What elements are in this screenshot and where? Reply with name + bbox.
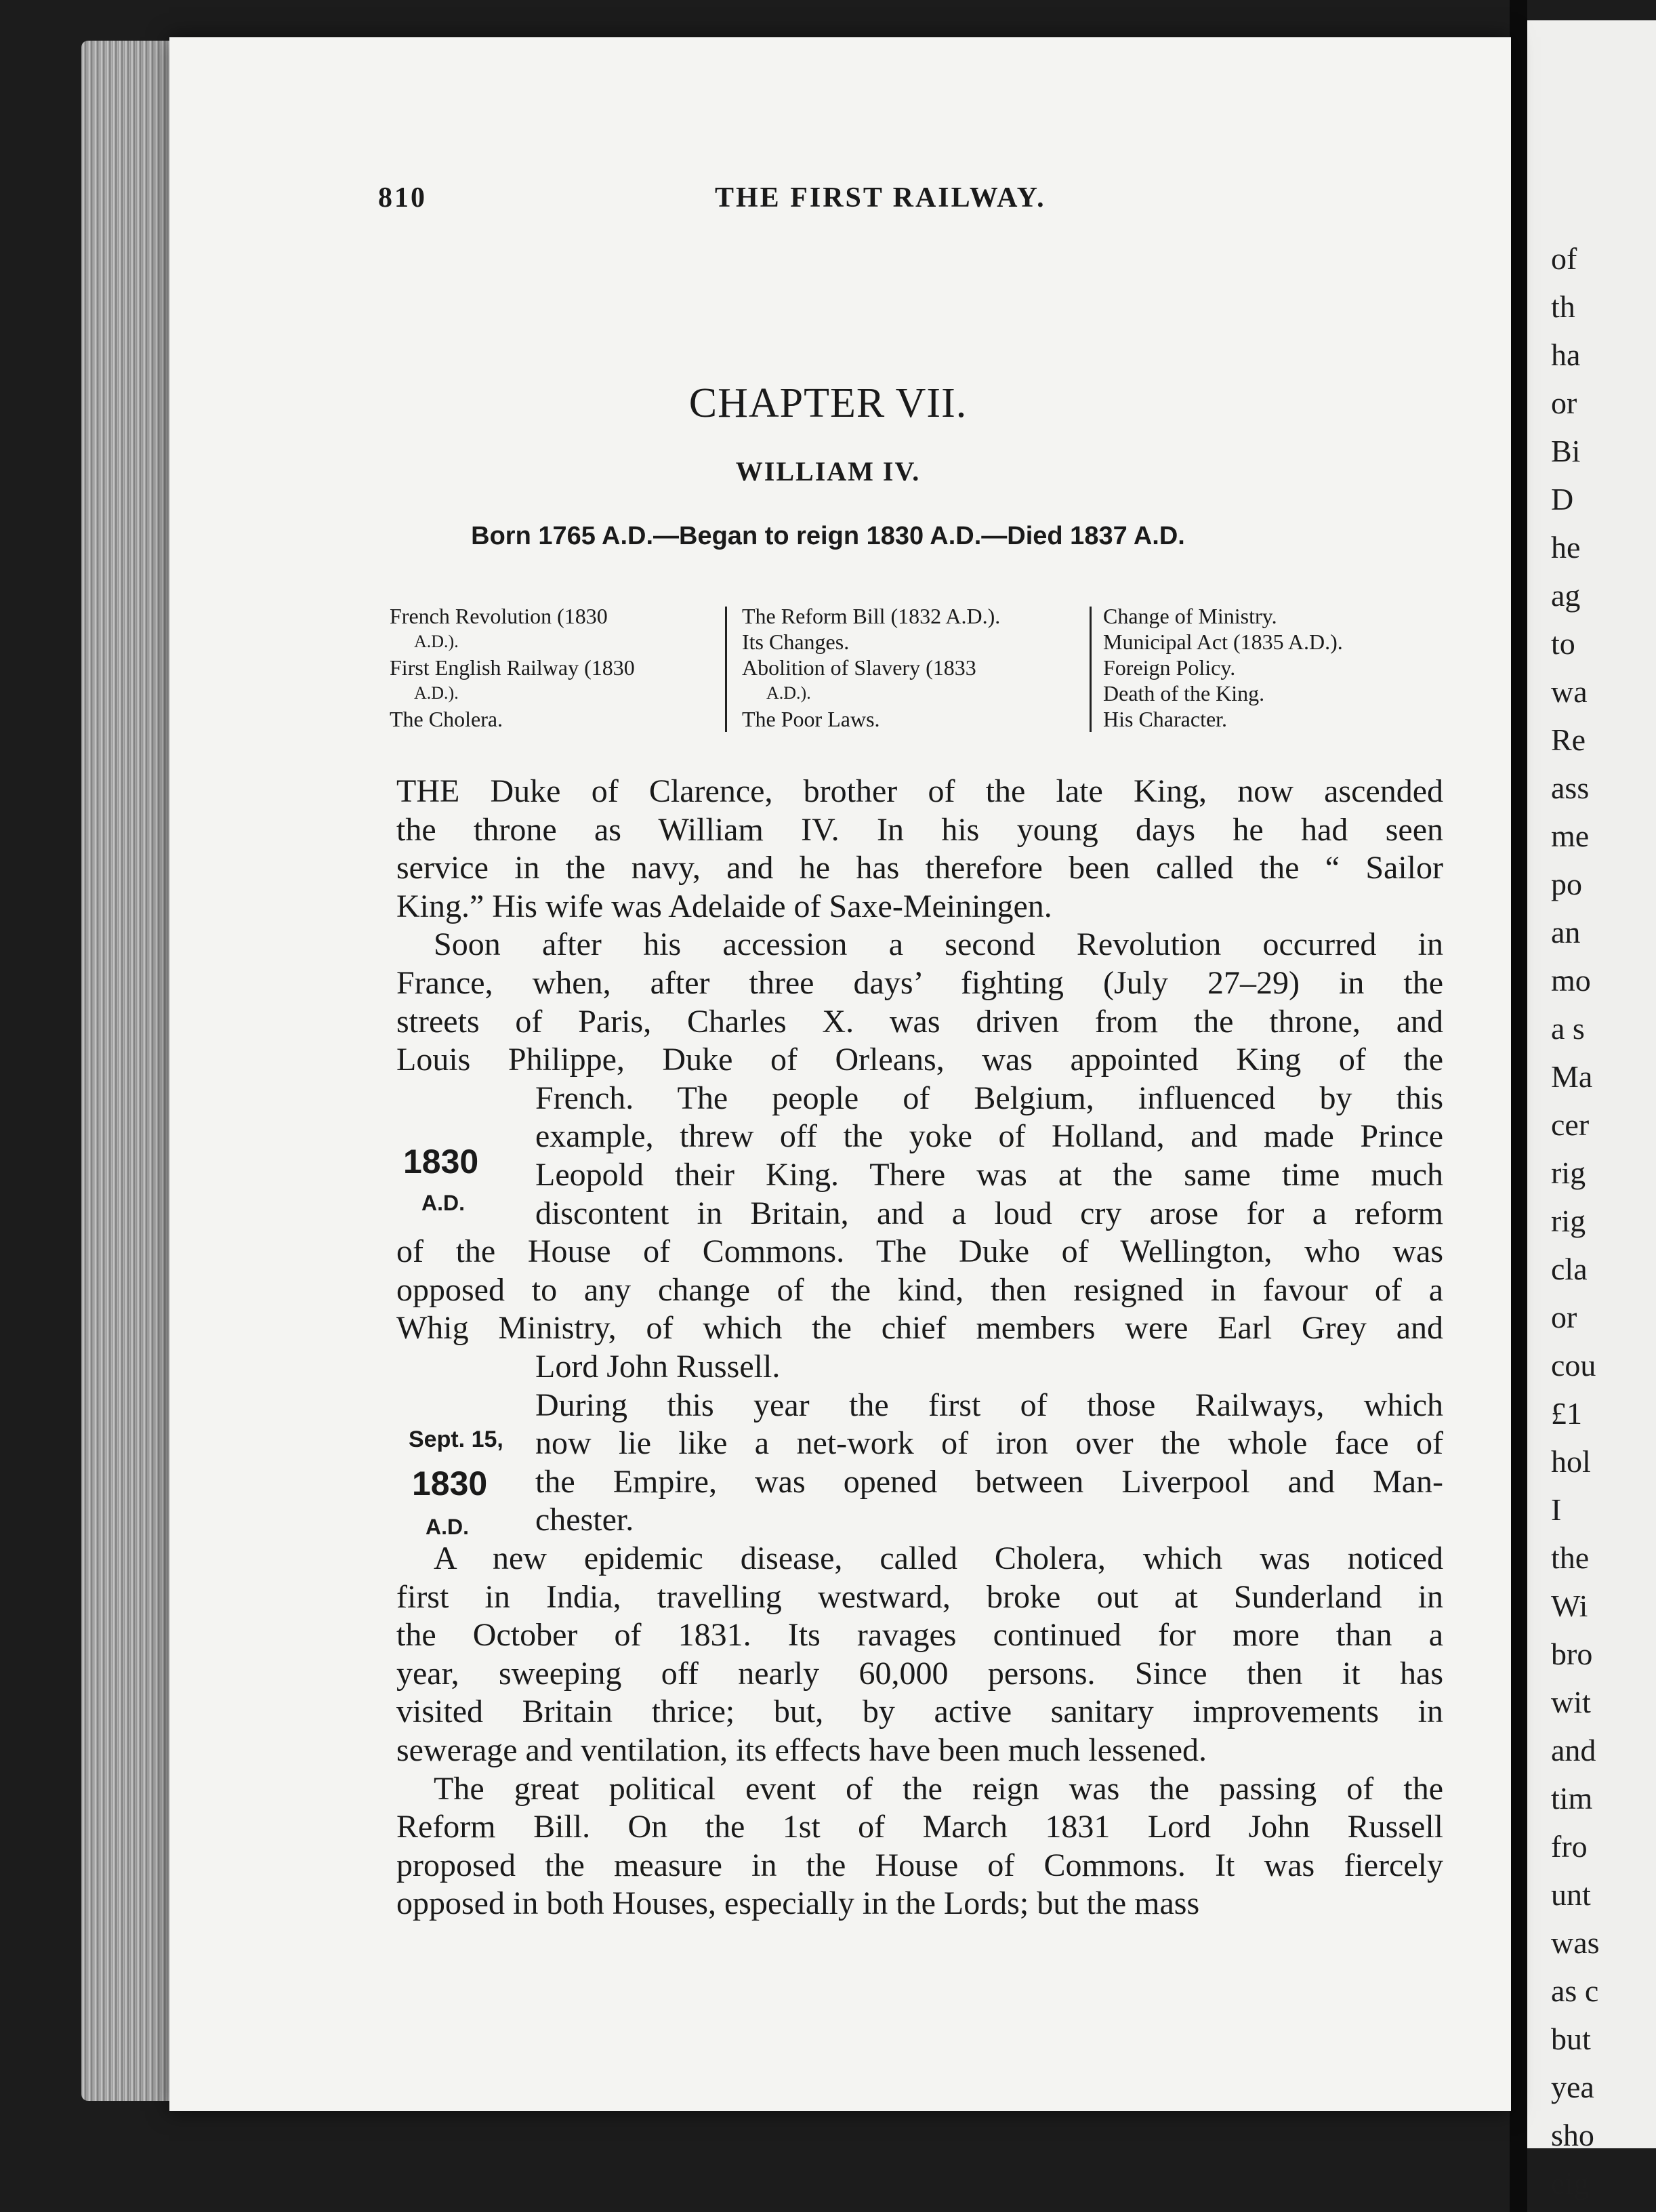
body-line: France, when, after three days’ fighting (July 27–29) in the — [396, 965, 1443, 1001]
facing-page-text: Wi — [1551, 1589, 1588, 1623]
body-line: the October of 1831. Its ravages continued for more than a — [396, 1617, 1443, 1654]
body-line: first in India, travelling westward, broke out at Sunderland in — [396, 1578, 1443, 1615]
body-line: A new epidemic disease, called Cholera, which was noticed — [434, 1540, 1443, 1576]
margin-date: Sept. 15, — [409, 1427, 503, 1452]
facing-page-text: yea — [1551, 2070, 1594, 2104]
facing-page-text: unt — [1551, 1877, 1591, 1912]
body-line: During this year the first of those Railways, which — [535, 1387, 1443, 1423]
facing-page-fragment — [1527, 20, 1656, 2200]
body-line: example, threw off the yoke of Holland, and made Prince — [535, 1118, 1443, 1155]
body-line: now lie like a net-work of iron over the whole face of — [535, 1425, 1443, 1462]
summary-column-1 — [390, 603, 635, 732]
summary-item: Change of Ministry. — [1103, 604, 1277, 628]
body-line: Leopold their King. There was at the same time much — [535, 1157, 1443, 1193]
facing-page-text: cer — [1551, 1107, 1590, 1142]
facing-page-text: bro — [1551, 1637, 1593, 1671]
facing-page-text: an — [1551, 915, 1581, 949]
facing-page-text: rig — [1551, 1155, 1586, 1190]
facing-page-text: I — [1551, 1492, 1562, 1527]
facing-page-text: or — [1551, 386, 1577, 420]
facing-page-text: ag — [1551, 578, 1581, 613]
facing-page-text: but — [1551, 2022, 1591, 2056]
summary-item: Foreign Policy. — [1103, 655, 1236, 680]
summary-item: The Cholera. — [390, 707, 503, 731]
facing-page-text: D — [1551, 482, 1574, 516]
facing-page-text: po — [1551, 867, 1582, 901]
body-line: Soon after his accession a second Revolution occurred in — [434, 926, 1443, 963]
summary-item: First English Railway (1830 — [390, 655, 635, 680]
facing-page-text: and — [1551, 1733, 1596, 1767]
facing-page-text: he — [1551, 530, 1581, 565]
page-number: 810 — [378, 182, 427, 213]
summary-item: His Character. — [1103, 707, 1228, 731]
facing-page-text: sho — [1551, 2118, 1594, 2152]
margin-year: 1830 — [403, 1143, 479, 1181]
facing-page-text: th — [1551, 289, 1575, 324]
summary-item: Death of the King. — [1103, 681, 1265, 705]
body-line: the throne as William IV. In his young days he had seen — [396, 811, 1443, 848]
facing-page-text: was — [1551, 1925, 1600, 1960]
summary-column-3 — [1103, 603, 1343, 732]
facing-page-text: mo — [1551, 963, 1591, 998]
facing-page-text: or — [1551, 1300, 1577, 1334]
chapter-subtitle: WILLIAM IV. — [735, 456, 921, 487]
body-line: year, sweeping off nearly 60,000 persons. Since then it has — [396, 1655, 1443, 1692]
facing-page-text: Re — [1551, 722, 1586, 757]
facing-page-text: wa — [1551, 674, 1588, 709]
facing-page-text: me — [1551, 819, 1590, 853]
column-divider — [725, 607, 727, 732]
facing-page-text: the — [1551, 1540, 1590, 1575]
facing-page-text: £1 — [1551, 1396, 1582, 1431]
column-divider — [1090, 607, 1092, 732]
summary-column-2 — [742, 603, 1000, 732]
book-gutter — [1510, 0, 1527, 2212]
margin-year: 1830 — [412, 1465, 488, 1502]
summary-item: A.D.). — [414, 632, 459, 651]
facing-page-text: tim — [1551, 1781, 1593, 1816]
summary-item: Its Changes. — [742, 630, 850, 654]
facing-page-text: ass — [1551, 771, 1590, 805]
summary-item: The Reform Bill (1832 A.D.). — [742, 604, 1001, 628]
body-line: opposed to any change of the kind, then resigned in favour of a — [396, 1271, 1443, 1308]
facing-page-text: to — [1551, 626, 1575, 661]
summary-item: The Poor Laws. — [742, 707, 880, 731]
summary-item: Municipal Act (1835 A.D.). — [1103, 630, 1343, 654]
body-line: Reform Bill. On the 1st of March 1831 Lord John Russell — [396, 1809, 1443, 1845]
body-line: Louis Philippe, Duke of Orleans, was appointed King of the — [396, 1042, 1443, 1078]
facing-page-text: fro — [1551, 1829, 1588, 1864]
margin-era: A.D. — [421, 1191, 465, 1215]
facing-page-text: as c — [1551, 1973, 1599, 2008]
margin-era: A.D. — [426, 1515, 469, 1539]
body-line: discontent in Britain, and a loud cry arose for a reform — [535, 1195, 1443, 1231]
facing-page-text: cou — [1551, 1348, 1596, 1382]
body-line: King.” His wife was Adelaide of Saxe-Meiningen. — [396, 888, 1052, 924]
facing-page-text: a s — [1551, 1011, 1585, 1046]
facing-page-text: rig — [1551, 1204, 1586, 1238]
facing-page-text: cla — [1551, 1252, 1588, 1286]
facing-page-text: Ma — [1551, 1059, 1593, 1094]
running-title: THE FIRST RAILWAY. — [715, 182, 1046, 213]
body-line: THE Duke of Clarence, brother of the late King, now ascended — [396, 773, 1443, 809]
summary-item: A.D.). — [414, 683, 459, 703]
body-line: streets of Paris, Charles X. was driven from the throne, and — [396, 1003, 1443, 1040]
facing-page-text: of — [1551, 241, 1577, 276]
body-line: chester. — [535, 1502, 634, 1538]
facing-page-text: wit — [1551, 1685, 1591, 1719]
body-line: proposed the measure in the House of Commons. It was fiercely — [396, 1847, 1443, 1883]
summary-item: French Revolution (1830 — [390, 604, 608, 628]
body-line: Whig Ministry, of which the chief members were Earl Grey and — [396, 1310, 1443, 1347]
body-line: of the House of Commons. The Duke of Wellington, who was — [396, 1233, 1443, 1270]
body-line: sewerage and ventilation, its effects have been much lessened. — [396, 1732, 1207, 1768]
body-line: visited Britain thrice; but, by active sanitary improvements in — [396, 1694, 1443, 1730]
body-line: The great political event of the reign was the passing of the — [434, 1770, 1443, 1807]
body-line: French. The people of Belgium, influenced by this — [535, 1080, 1443, 1116]
body-line: Lord John Russell. — [535, 1349, 781, 1385]
body-line: service in the navy, and he has therefore been called the “ Sailor — [396, 850, 1443, 886]
body-line: opposed in both Houses, especially in the Lords; but the mass — [396, 1885, 1200, 1922]
chapter-title: CHAPTER VII. — [688, 380, 968, 426]
body-line: the Empire, was opened between Liverpool and Man- — [535, 1463, 1443, 1500]
facing-page-text: ha — [1551, 337, 1581, 372]
facing-page-text: hol — [1551, 1444, 1591, 1479]
summary-item: A.D.). — [766, 683, 811, 703]
summary-item: Abolition of Slavery (1833 — [742, 655, 976, 680]
facing-page-text: eig — [1551, 2166, 1590, 2200]
reign-dates: Born 1765 A.D.—Began to reign 1830 A.D.—Died 1837 A.D. — [471, 522, 1185, 550]
facing-page-text: Bi — [1551, 434, 1581, 468]
